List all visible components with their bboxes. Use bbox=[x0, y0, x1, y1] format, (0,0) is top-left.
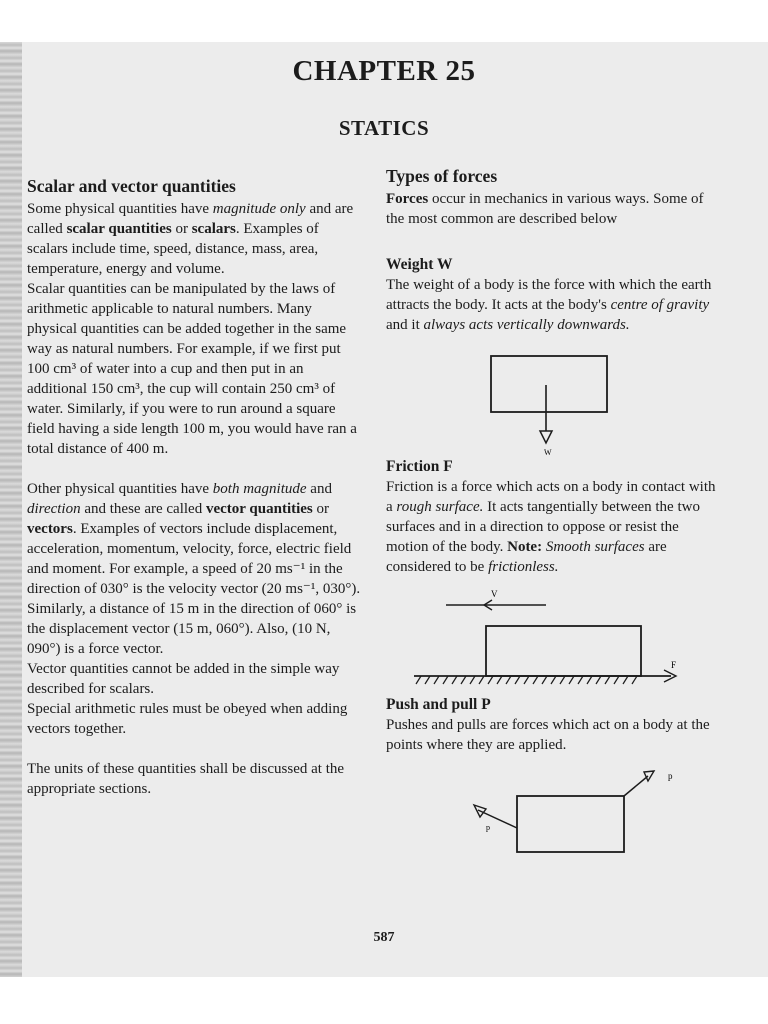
text-run: occur in mechanics in various ways. Some of the most common are described below bbox=[386, 191, 704, 227]
page-binding-edge bbox=[0, 42, 22, 977]
units-note: The units of these quantities shall be discussed at the appropriate sections. bbox=[27, 761, 345, 797]
term-scalar-quantities: scalar quantities bbox=[66, 221, 172, 237]
surface-hatching bbox=[416, 676, 637, 684]
text-run: or bbox=[171, 221, 192, 237]
text-run: are considered to be bbox=[386, 539, 667, 575]
text-run: . Examples of vectors include displacement, acceleration, momentum, velocity, force, electric field and moment. For example, a speed of 20 ms⁻¹ in the direction of 030° is the velocity vector (20 ms⁻¹, 030°). Similarly, a distance of 15 m in the direction of 060° is the displacement vector (15 m, 060°). Also, (10 N, 090°) is a force vector. bbox=[27, 521, 361, 657]
emphasis-frictionless: frictionless. bbox=[488, 559, 559, 575]
text-run: . Examples of scalars include time, speed, distance, mass, area, temperature, energy and volume. bbox=[27, 221, 319, 277]
push-pull-heading: Push and pull P bbox=[386, 696, 491, 713]
vectors-paragraph bbox=[27, 479, 362, 659]
page-number: 587 bbox=[373, 930, 395, 945]
section-title: STATICS bbox=[338, 116, 430, 140]
text-run: or bbox=[312, 501, 330, 517]
friction-diagram bbox=[386, 577, 718, 695]
push-pull-diagram-svg bbox=[386, 755, 718, 863]
body-block bbox=[491, 356, 607, 412]
forces-intro bbox=[386, 189, 718, 229]
weight-diagram bbox=[386, 335, 718, 457]
vector-addition-note: Vector quantities cannot be added in the simple way described for scalars. bbox=[27, 661, 340, 697]
text-run: Other physical quantities have bbox=[27, 481, 213, 497]
weight-diagram-svg bbox=[386, 335, 718, 457]
velocity-label: V bbox=[491, 589, 498, 599]
push-pull-diagram bbox=[386, 755, 718, 863]
sliding-block bbox=[486, 626, 641, 676]
term-vectors: vectors bbox=[27, 521, 73, 537]
friction-heading: Friction F bbox=[386, 458, 453, 475]
left-column bbox=[27, 175, 362, 799]
text-run: and bbox=[306, 481, 332, 497]
scalar-vector-heading: Scalar and vector quantities bbox=[27, 176, 236, 196]
text-run: and it bbox=[386, 317, 424, 333]
emphasis-magnitude: both magnitude bbox=[212, 481, 307, 497]
weight-arrow-head bbox=[540, 431, 552, 443]
text-run: It acts tangentially between the two surfaces and in a direction to oppose or resist the motion of the body. bbox=[386, 499, 700, 555]
friction-diagram-svg bbox=[386, 577, 718, 695]
right-column bbox=[386, 165, 718, 863]
scalars-paragraph bbox=[27, 199, 362, 279]
emphasis-centre-of-gravity: centre of gravity bbox=[610, 297, 710, 313]
emphasis-magnitude-only: magnitude only bbox=[212, 201, 306, 217]
text-run: Some physical quantities have bbox=[27, 201, 213, 217]
weight-label: W bbox=[544, 448, 552, 457]
types-of-forces-heading: Types of forces bbox=[386, 166, 498, 186]
term-scalars: scalars bbox=[191, 221, 236, 237]
push-pull-paragraph: Pushes and pulls are forces which act on a body at the points where they are applied. bbox=[386, 717, 710, 753]
text-run: and are called bbox=[27, 201, 354, 237]
scalar-arithmetic-paragraph: Scalar quantities can be manipulated by the laws of arithmetic applicable to natural numbers. Many physical quantities can be added together in the same way as natural numbers. For example, if we first put 100 cm³ of water into a cup and then put in an additional 150 cm³, the cup will contain 250 cm³ of water. Similarly, if you were to run around a square field having a side length 100 m, you would have ran a total distance of 400 m. bbox=[27, 281, 357, 457]
text-run: The weight of a body is the force with which the earth attracts the body. It acts at the body's bbox=[386, 277, 712, 313]
emphasis-rough-surface: rough surface. bbox=[396, 499, 484, 515]
note-label: Note: bbox=[507, 539, 543, 555]
term-forces: Forces bbox=[386, 191, 429, 207]
emphasis-vertically-downwards: always acts vertically downwards. bbox=[423, 317, 630, 333]
pushed-block bbox=[517, 796, 624, 852]
term-vector-quantities: vector quantities bbox=[205, 501, 313, 517]
text-run: and these are called bbox=[80, 501, 206, 517]
friction-label: F bbox=[671, 660, 677, 670]
text-run: Friction is a force which acts on a body in contact with a bbox=[386, 479, 716, 515]
emphasis-smooth-surfaces: Smooth surfaces bbox=[545, 539, 645, 555]
push-label: p bbox=[486, 823, 490, 832]
chapter-title: CHAPTER 25 bbox=[292, 55, 476, 87]
pull-arrow-shaft bbox=[624, 776, 648, 796]
pull-label: p bbox=[668, 771, 673, 781]
emphasis-direction: direction bbox=[27, 501, 81, 517]
vector-rules-note: Special arithmetic rules must be obeyed when adding vectors together. bbox=[27, 701, 348, 737]
weight-paragraph bbox=[386, 275, 718, 335]
friction-paragraph bbox=[386, 477, 718, 577]
pull-arrow-head bbox=[644, 771, 654, 781]
weight-heading: Weight W bbox=[386, 256, 453, 273]
